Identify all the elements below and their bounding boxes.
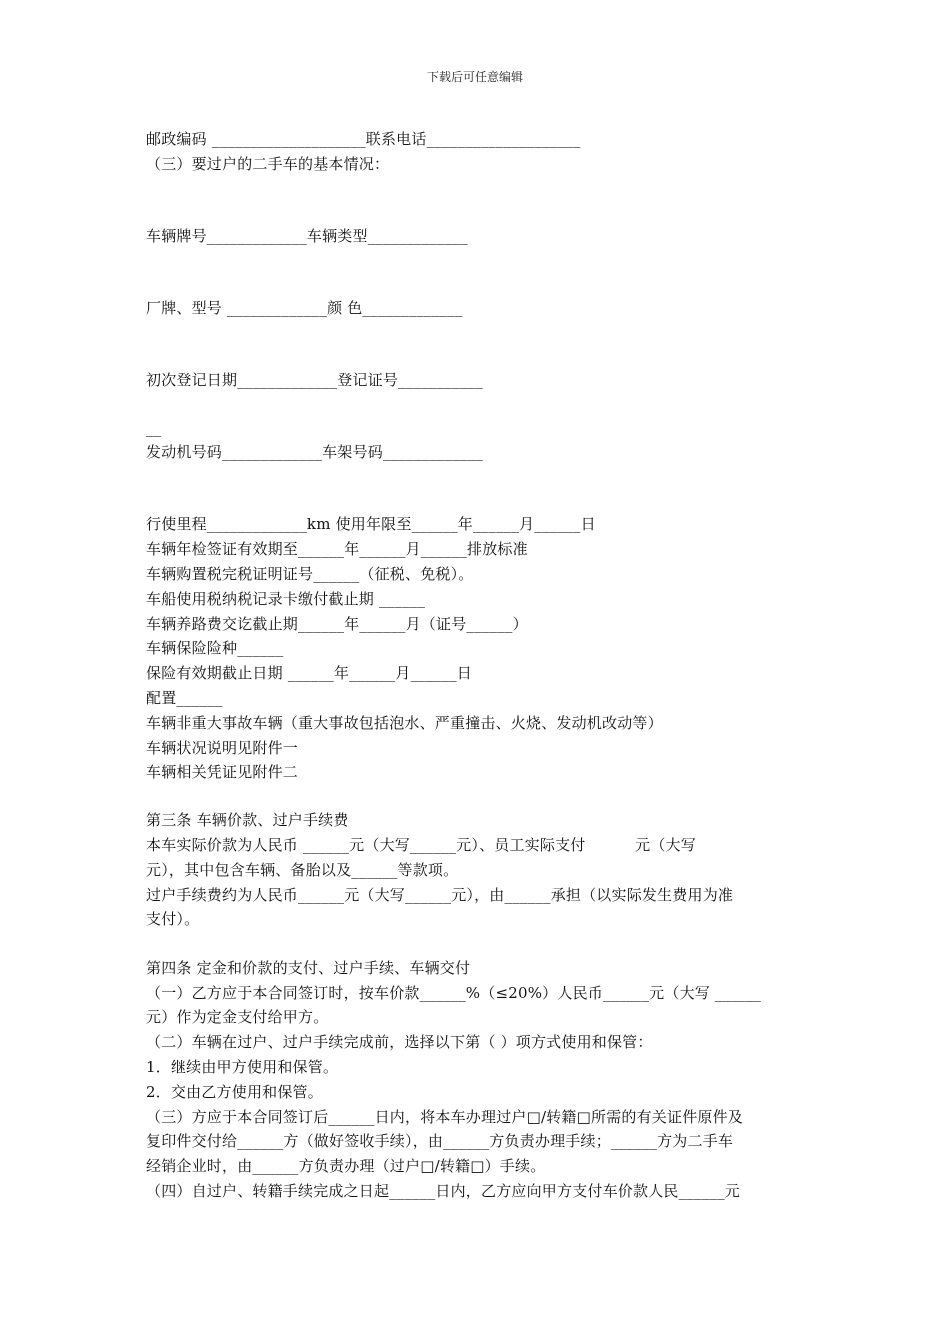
doc-line: __ bbox=[146, 419, 162, 437]
doc-line: 1．继续由甲方使用和保管。 bbox=[146, 1058, 339, 1076]
doc-line: 复印件交付给______方（做好签收手续），由______方负责办理手续；______方为二手车 bbox=[146, 1132, 734, 1150]
doc-line: 车辆状况说明见附件一 bbox=[146, 739, 299, 757]
doc-line: （三）要过户的二手车的基本情况： bbox=[146, 155, 390, 173]
doc-line: 元），其中包含车辆、备胎以及______等款项。 bbox=[146, 861, 459, 879]
doc-line: 保险有效期截止日期 ______年______月______日 bbox=[146, 664, 472, 682]
page-header: 下载后可任意编辑 bbox=[426, 70, 523, 84]
doc-line: 车辆牌号_____________车辆类型_____________ bbox=[146, 227, 468, 245]
doc-line: 邮政编码 ____________________联系电话____________________ bbox=[146, 130, 581, 148]
section-title: 第四条 定金和价款的支付、过户手续、车辆交付 bbox=[146, 959, 471, 977]
doc-line: 车辆养路费交讫截止期______年______月（证号______） bbox=[146, 615, 528, 633]
doc-line: 厂牌、型号 _____________颜 色_____________ bbox=[146, 299, 463, 317]
doc-line: 初次登记日期_____________登记证号___________ bbox=[146, 371, 483, 389]
doc-line: （四）自过户、转籍手续完成之日起______日内，乙方应向甲方支付车价款人民______元 bbox=[146, 1182, 741, 1200]
doc-line: 发动机号码_____________车架号码_____________ bbox=[146, 443, 484, 461]
doc-line: 车船使用税纳税记录卡缴付截止期 ______ bbox=[146, 590, 426, 608]
doc-line: 车辆非重大事故车辆（重大事故包括泡水、严重撞击、火烧、发动机改动等） bbox=[146, 714, 663, 732]
doc-line: 车辆相关凭证见附件二 bbox=[146, 763, 299, 781]
doc-line: 行使里程_____________km 使用年限至______年______月______日 bbox=[146, 515, 596, 533]
doc-line: 元）作为定金支付给甲方。 bbox=[146, 1008, 329, 1026]
doc-line: 车辆年检签证有效期至______年______月______排放标准 bbox=[146, 540, 528, 558]
doc-line: 本车实际价款为人民币 ______元（大写______元）、员工实际支付 元（大写 bbox=[146, 836, 696, 854]
section-title: 第三条 车辆价款、过户手续费 bbox=[146, 811, 349, 829]
doc-line: （三）方应于本合同签订后______日内，将本车办理过户□/转籍□所需的有关证件原件及 bbox=[146, 1108, 744, 1126]
doc-line: （一）乙方应于本合同签订时，按车价款______%（≤20%）人民币______元（大写 ______ bbox=[146, 984, 762, 1002]
doc-line: 2．交由乙方使用和保管。 bbox=[146, 1083, 323, 1101]
doc-line: 车辆购置税完税证明证号______（征税、免税）。 bbox=[146, 565, 474, 583]
doc-line: 支付）。 bbox=[146, 910, 200, 928]
doc-line: 配置______ bbox=[146, 689, 223, 707]
doc-line: 车辆保险险种______ bbox=[146, 639, 284, 657]
doc-line: 过户手续费约为人民币______元（大写______元），由______承担（以实际发生费用为准 bbox=[146, 886, 734, 904]
doc-line: 经销企业时，由______方负责办理（过户□/转籍□）手续。 bbox=[146, 1157, 546, 1175]
doc-line: （二）车辆在过户、过户手续完成前，选择以下第（ ）项方式使用和保管： bbox=[146, 1033, 653, 1051]
